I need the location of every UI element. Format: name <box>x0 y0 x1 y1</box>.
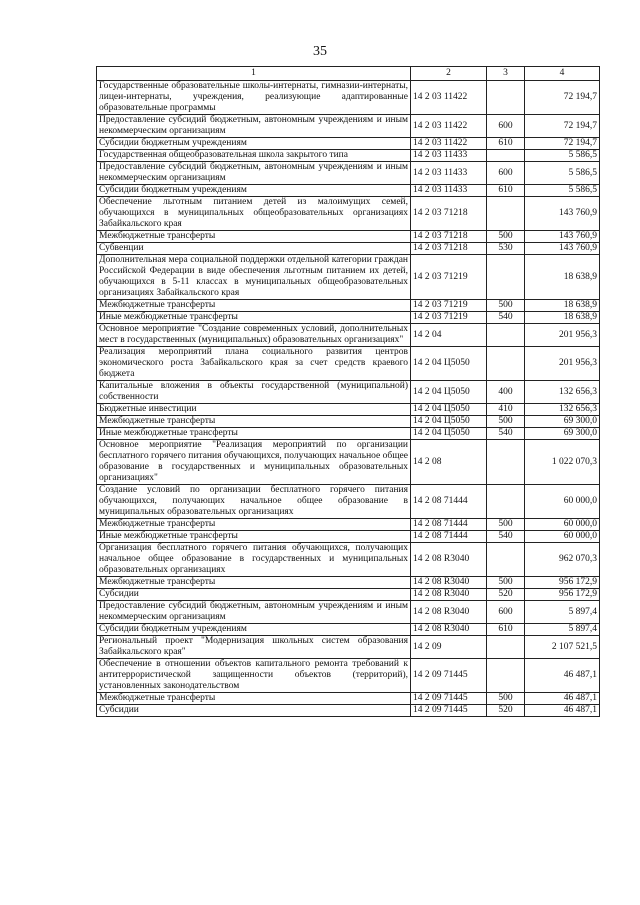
budget-table <box>96 66 600 717</box>
row-code: 14 2 09 71445 <box>411 693 487 705</box>
row-code: 14 2 09 <box>411 636 487 659</box>
row-type: 500 <box>487 693 525 705</box>
row-type <box>487 659 525 693</box>
row-type <box>487 347 525 381</box>
row-code: 14 2 08 71444 <box>411 519 487 531</box>
row-code: 14 2 08 R3040 <box>411 577 487 589</box>
row-amount: 5 586,5 <box>525 162 600 185</box>
column-header-amount: 4 <box>525 67 600 81</box>
row-name: Основное мероприятие "Реализация мероприятий по организации бесплатного горячего питания обучающихся, получающих начальное общее образование в государственных и муниципальных образовательных организациях" <box>97 440 411 485</box>
table-row <box>97 659 600 693</box>
row-code: 14 2 08 71444 <box>411 485 487 519</box>
page-number: 35 <box>313 44 327 59</box>
row-type: 600 <box>487 162 525 185</box>
row-type: 400 <box>487 381 525 404</box>
row-type: 600 <box>487 601 525 624</box>
row-type: 600 <box>487 115 525 138</box>
row-name: Иные межбюджетные трансферты <box>97 428 411 440</box>
row-code: 14 2 03 11433 <box>411 185 487 197</box>
row-code: 14 2 03 11433 <box>411 162 487 185</box>
table-row <box>97 324 600 347</box>
row-amount: 46 487,1 <box>525 659 600 693</box>
column-header-name: 1 <box>97 67 411 81</box>
row-amount: 132 656,3 <box>525 404 600 416</box>
row-name: Межбюджетные трансферты <box>97 519 411 531</box>
row-code: 14 2 03 71218 <box>411 197 487 231</box>
row-amount: 72 194,7 <box>525 115 600 138</box>
table-row <box>97 416 600 428</box>
row-amount: 143 760,9 <box>525 231 600 243</box>
row-code: 14 2 04 <box>411 324 487 347</box>
row-type: 610 <box>487 138 525 150</box>
table-header-row <box>97 67 600 81</box>
row-code: 14 2 08 71444 <box>411 531 487 543</box>
table-row <box>97 440 600 485</box>
budget-table-body <box>97 81 600 717</box>
row-code: 14 2 03 71219 <box>411 312 487 324</box>
table-row <box>97 519 600 531</box>
row-type <box>487 440 525 485</box>
row-name: Предоставление субсидий бюджетным, автономным учреждениям и иным некоммерческим организациям <box>97 601 411 624</box>
row-name: Субсидии бюджетным учреждениям <box>97 624 411 636</box>
table-row <box>97 531 600 543</box>
table-row <box>97 404 600 416</box>
row-name: Обеспечение в отношении объектов капитального ремонта требований к антитеррористической защищенности объектов (территорий), установленных законодательством <box>97 659 411 693</box>
row-name: Государственные образовательные школы-интернаты, гимназии-интернаты, лицеи-интернаты, учреждения, реализующие адаптированные образовательные программы <box>97 81 411 115</box>
table-row <box>97 300 600 312</box>
row-type: 540 <box>487 428 525 440</box>
row-amount: 132 656,3 <box>525 381 600 404</box>
row-code: 14 2 03 11422 <box>411 115 487 138</box>
row-code: 14 2 04 Ц5050 <box>411 347 487 381</box>
table-row <box>97 543 600 577</box>
row-name: Обеспечение льготным питанием детей из малоимущих семей, обучающихся в муниципальных общеобразовательных организациях Забайкальского края <box>97 197 411 231</box>
table-row <box>97 243 600 255</box>
row-amount: 5 897,4 <box>525 624 600 636</box>
row-name: Межбюджетные трансферты <box>97 300 411 312</box>
table-row <box>97 601 600 624</box>
table-row <box>97 485 600 519</box>
row-amount: 143 760,9 <box>525 243 600 255</box>
table-row <box>97 231 600 243</box>
row-amount: 72 194,7 <box>525 138 600 150</box>
row-code: 14 2 08 R3040 <box>411 624 487 636</box>
row-code: 14 2 03 71218 <box>411 243 487 255</box>
row-name: Создание условий по организации бесплатного горячего питания обучающихся, получающих начальное общее образование в муниципальных образовательных организациях <box>97 485 411 519</box>
table-row <box>97 428 600 440</box>
row-amount: 18 638,9 <box>525 300 600 312</box>
row-amount: 72 194,7 <box>525 81 600 115</box>
row-name: Межбюджетные трансферты <box>97 231 411 243</box>
row-code: 14 2 04 Ц5050 <box>411 404 487 416</box>
row-amount: 69 300,0 <box>525 428 600 440</box>
row-type: 500 <box>487 231 525 243</box>
row-type: 540 <box>487 531 525 543</box>
row-amount: 60 000,0 <box>525 531 600 543</box>
row-amount: 962 070,3 <box>525 543 600 577</box>
row-name: Субсидии <box>97 589 411 601</box>
row-code: 14 2 09 71445 <box>411 705 487 717</box>
row-code: 14 2 09 71445 <box>411 659 487 693</box>
row-amount: 2 107 521,5 <box>525 636 600 659</box>
row-code: 14 2 03 11422 <box>411 81 487 115</box>
row-code: 14 2 08 <box>411 440 487 485</box>
table-row <box>97 577 600 589</box>
row-name: Межбюджетные трансферты <box>97 416 411 428</box>
table-row <box>97 115 600 138</box>
row-amount: 46 487,1 <box>525 705 600 717</box>
table-row <box>97 381 600 404</box>
table-row <box>97 693 600 705</box>
row-name: Реализация мероприятий плана социального развития центров экономического роста Забайкальского края за счет средств краевого бюджета <box>97 347 411 381</box>
row-code: 14 2 08 R3040 <box>411 601 487 624</box>
table-row <box>97 81 600 115</box>
table-row <box>97 636 600 659</box>
row-name: Субсидии бюджетным учреждениям <box>97 185 411 197</box>
row-code: 14 2 03 71218 <box>411 231 487 243</box>
row-type <box>487 636 525 659</box>
row-code: 14 2 03 11433 <box>411 150 487 162</box>
row-code: 14 2 03 71219 <box>411 300 487 312</box>
table-row <box>97 347 600 381</box>
table-row <box>97 138 600 150</box>
row-name: Иные межбюджетные трансферты <box>97 312 411 324</box>
row-type: 610 <box>487 185 525 197</box>
row-name: Субвенции <box>97 243 411 255</box>
row-type: 520 <box>487 705 525 717</box>
row-code: 14 2 08 R3040 <box>411 543 487 577</box>
row-name: Субсидии бюджетным учреждениям <box>97 138 411 150</box>
row-amount: 143 760,9 <box>525 197 600 231</box>
row-type <box>487 150 525 162</box>
row-name: Бюджетные инвестиции <box>97 404 411 416</box>
row-type <box>487 255 525 300</box>
row-type: 500 <box>487 519 525 531</box>
row-name: Дополнительная мера социальной поддержки отдельной категории граждан Российской Федерации в виде обеспечения льготным питанием их детей, обучающихся в 5-11 классах в муниципальных общеобразовательных организациях Забайкальского края <box>97 255 411 300</box>
row-amount: 18 638,9 <box>525 312 600 324</box>
row-amount: 60 000,0 <box>525 485 600 519</box>
column-header-code: 2 <box>411 67 487 81</box>
row-amount: 956 172,9 <box>525 577 600 589</box>
table-row <box>97 255 600 300</box>
row-type: 500 <box>487 416 525 428</box>
row-type: 530 <box>487 243 525 255</box>
row-type: 500 <box>487 577 525 589</box>
table-row <box>97 185 600 197</box>
row-name: Основное мероприятие "Создание современных условий, дополнительных мест в государственных (муниципальных) образовательных организациях" <box>97 324 411 347</box>
table-row <box>97 162 600 185</box>
row-type: 610 <box>487 624 525 636</box>
row-amount: 956 172,9 <box>525 589 600 601</box>
table-row <box>97 150 600 162</box>
row-code: 14 2 04 Ц5050 <box>411 428 487 440</box>
row-code: 14 2 03 71219 <box>411 255 487 300</box>
row-amount: 5 586,5 <box>525 185 600 197</box>
row-name: Межбюджетные трансферты <box>97 577 411 589</box>
row-amount: 5 586,5 <box>525 150 600 162</box>
row-name: Предоставление субсидий бюджетным, автономным учреждениям и иным некоммерческим организациям <box>97 115 411 138</box>
row-code: 14 2 04 Ц5050 <box>411 416 487 428</box>
row-type <box>487 543 525 577</box>
row-type <box>487 197 525 231</box>
row-amount: 201 956,3 <box>525 324 600 347</box>
row-name: Организация бесплатного горячего питания обучающихся, получающих начальное общее образование в государственных и муниципальных образовательных организациях <box>97 543 411 577</box>
row-name: Предоставление субсидий бюджетным, автономным учреждениям и иным некоммерческим организациям <box>97 162 411 185</box>
row-name: Государственная общеобразовательная школа закрытого типа <box>97 150 411 162</box>
row-type: 410 <box>487 404 525 416</box>
row-name: Капитальные вложения в объекты государственной (муниципальной) собственности <box>97 381 411 404</box>
row-code: 14 2 03 11422 <box>411 138 487 150</box>
row-amount: 5 897,4 <box>525 601 600 624</box>
row-name: Иные межбюджетные трансферты <box>97 531 411 543</box>
row-amount: 18 638,9 <box>525 255 600 300</box>
row-type: 520 <box>487 589 525 601</box>
row-type <box>487 324 525 347</box>
row-type <box>487 81 525 115</box>
table-row <box>97 589 600 601</box>
row-type: 540 <box>487 312 525 324</box>
row-type: 500 <box>487 300 525 312</box>
row-type <box>487 485 525 519</box>
row-amount: 69 300,0 <box>525 416 600 428</box>
row-code: 14 2 04 Ц5050 <box>411 381 487 404</box>
table-row <box>97 312 600 324</box>
table-row <box>97 197 600 231</box>
row-code: 14 2 08 R3040 <box>411 589 487 601</box>
row-amount: 46 487,1 <box>525 693 600 705</box>
row-name: Субсидии <box>97 705 411 717</box>
row-name: Межбюджетные трансферты <box>97 693 411 705</box>
row-name: Региональный проект "Модернизация школьных систем образования Забайкальского края" <box>97 636 411 659</box>
table-row <box>97 624 600 636</box>
row-amount: 201 956,3 <box>525 347 600 381</box>
table-row <box>97 705 600 717</box>
row-amount: 60 000,0 <box>525 519 600 531</box>
row-amount: 1 022 070,3 <box>525 440 600 485</box>
column-header-type: 3 <box>487 67 525 81</box>
